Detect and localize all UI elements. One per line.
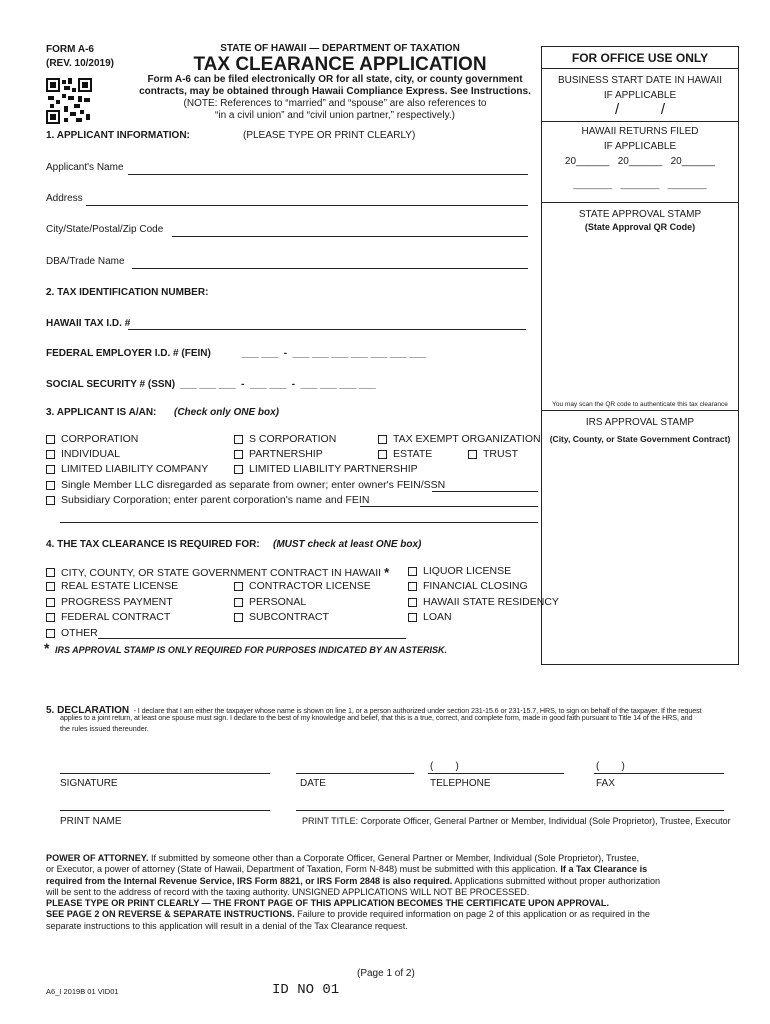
parent-corp-field-2[interactable] xyxy=(60,522,538,523)
revision-date: (REV. 10/2019) xyxy=(46,58,115,69)
checkbox-llp[interactable]: LIMITED LIABILITY PARTNERSHIP xyxy=(234,463,418,475)
fein-field[interactable]: ___ ___ - ___ ___ ___ ___ ___ ___ ___ xyxy=(242,348,427,359)
checkbox-individual[interactable]: INDIVIDUAL xyxy=(46,448,120,460)
state-stamp-label: STATE APPROVAL STAMP xyxy=(578,209,702,220)
parent-corp-field[interactable] xyxy=(360,506,538,507)
applicant-name-field[interactable] xyxy=(128,174,528,175)
form-title: TAX CLEARANCE APPLICATION xyxy=(193,54,487,75)
declaration-line-3: the rules issued thereunder. xyxy=(60,724,149,733)
telephone-field[interactable] xyxy=(428,773,564,774)
checkbox-progress-payment[interactable]: PROGRESS PAYMENT xyxy=(46,596,173,608)
section2-heading: 2. TAX IDENTIFICATION NUMBER: xyxy=(46,287,209,298)
checkbox-contractor-license[interactable]: CONTRACTOR LICENSE xyxy=(234,580,371,592)
id-number: ID NO 01 xyxy=(272,982,340,998)
checkbox-loan[interactable]: LOAN xyxy=(408,611,452,623)
checkbox-trust[interactable]: TRUST xyxy=(468,448,518,460)
dba-field[interactable] xyxy=(132,268,528,269)
returns-filed-sublabel: IF APPLICABLE xyxy=(603,141,677,152)
checkbox-llc[interactable]: LIMITED LIABILITY COMPANY xyxy=(46,463,208,475)
checkbox-partnership[interactable]: PARTNERSHIP xyxy=(234,448,323,460)
checkbox-state-residency[interactable]: HAWAII STATE RESIDENCY xyxy=(408,596,559,608)
checkbox-real-estate-license[interactable]: REAL ESTATE LICENSE xyxy=(46,580,178,592)
section3-instruction: (Check only ONE box) xyxy=(174,407,280,418)
irs-stamp-label: IRS APPROVAL STAMP xyxy=(585,417,695,428)
qr-scan-note: You may scan the QR code to authenticate this tax clearance xyxy=(542,401,738,411)
checkbox-personal[interactable]: PERSONAL xyxy=(234,596,306,608)
checkbox-subcontract[interactable]: SUBCONTRACT xyxy=(234,611,329,623)
note-line-2: “in a civil union” and “civil union partner,” respectively.) xyxy=(215,110,455,121)
power-of-attorney: POWER OF ATTORNEY. If submitted by someone other than a Corporate Officer, General Partner or Member, Individual (Sole Proprietor), Trustee, or Executor, a power of attorney (State of Hawaii, Department of Taxation, Form N-848) must be submitted with this application. If a Tax Clearance is required from the Internal Revenue Service, IRS Form 8821, or IRS Form 2848 is also required. Applications submitted without proper authorization will be sent to the address of record with the taxing authority. UNSIGNED APPLICATIONS WILL NOT BE PROCESSED. PLEASE TYPE OR PRINT CLEARLY — THE FRONT PAGE OF THIS APPLICATION BECOMES THE CERTIFICATE UPON APPROVAL. SEE PAGE 2 ON REVERSE & SEPARATE INSTRUCTIONS. Failure to provide required information on page 2 of this application or as required in the separate instructions to this application will result in a denial of the Tax Clearance request. xyxy=(46,853,661,931)
checkbox-corporation[interactable]: CORPORATION xyxy=(46,433,138,445)
fax-area-code: ( ) xyxy=(596,761,625,772)
city-state-zip-label: City/State/Postal/Zip Code xyxy=(46,224,164,235)
start-date-label: BUSINESS START DATE IN HAWAII xyxy=(557,75,723,86)
checkbox-liquor-license[interactable]: LIQUOR LICENSE xyxy=(408,565,511,577)
fein-label: FEDERAL EMPLOYER I.D. # (FEIN) xyxy=(46,348,211,359)
intro-line-2: contracts, may be obtained through Hawaii Compliance Express. See Instructions. xyxy=(139,86,531,97)
telephone-area-code: ( ) xyxy=(430,761,459,772)
section1-heading: 1. APPLICANT INFORMATION: xyxy=(46,130,190,141)
signature-field[interactable] xyxy=(60,773,270,774)
print-name-label: PRINT NAME xyxy=(60,816,122,827)
office-use-box xyxy=(541,46,739,665)
footnote-asterisk: * xyxy=(44,640,50,656)
section4-heading: 4. THE TAX CLEARANCE IS REQUIRED FOR: xyxy=(46,539,260,550)
checkbox-subsidiary[interactable]: Subsidiary Corporation; enter parent corporation's name and FEIN xyxy=(46,494,369,506)
date-field[interactable] xyxy=(296,773,414,774)
irs-stamp-sublabel: (City, County, or State Government Contract) xyxy=(549,434,731,444)
state-stamp-sublabel: (State Approval QR Code) xyxy=(584,222,696,232)
qr-code-icon xyxy=(46,78,92,124)
dba-label: DBA/Trade Name xyxy=(46,256,125,267)
section4-instruction: (MUST check at least ONE box) xyxy=(273,539,422,550)
checkbox-s-corporation[interactable]: S CORPORATION xyxy=(234,433,336,445)
date-label: DATE xyxy=(300,778,326,789)
checkbox-single-member-llc[interactable]: Single Member LLC disregarded as separate from owner; enter owner's FEIN/SSN xyxy=(46,479,445,491)
declaration-line-2: applies to a joint return, at least one spouse must sign. I declare to the best of my knowledge and belief, that this is a true, correct, and complete form, made in good faith pursuant to Title 14 of the HRS, and xyxy=(60,713,693,722)
intro-line-1: Form A-6 can be filed electronically OR for all state, city, or county government xyxy=(147,74,523,85)
start-date-sublabel: IF APPLICABLE xyxy=(603,90,677,101)
hawaii-tax-id-label: HAWAII TAX I.D. # xyxy=(46,318,131,329)
address-field[interactable] xyxy=(86,205,528,206)
hawaii-tax-id-field[interactable] xyxy=(128,329,526,330)
office-use-title: FOR OFFICE USE ONLY xyxy=(542,47,738,69)
checkbox-other[interactable]: OTHER xyxy=(46,627,98,639)
other-field[interactable] xyxy=(98,638,406,639)
returns-blanks: _______ _______ _______ xyxy=(573,179,707,190)
declaration-line-1: 5. DECLARATION - I declare that I am either the taxpayer whose name is shown on line 1, or a person authorized under section 231-15.6 or 231-15.7, HRS, to sign on behalf of the taxpayer. If the request xyxy=(46,705,702,716)
agency-name: STATE OF HAWAII — DEPARTMENT OF TAXATION xyxy=(220,43,460,54)
returns-years: 20______ 20______ 20______ xyxy=(564,156,716,167)
print-name-field[interactable] xyxy=(60,810,270,811)
owner-fein-field[interactable] xyxy=(432,491,538,492)
checkbox-federal-contract[interactable]: FEDERAL CONTRACT xyxy=(46,611,170,623)
checkbox-financial-closing[interactable]: FINANCIAL CLOSING xyxy=(408,580,528,592)
returns-filed-label: HAWAII RETURNS FILED xyxy=(581,126,699,137)
section3-heading: 3. APPLICANT IS A/AN: xyxy=(46,407,157,418)
print-title-field[interactable] xyxy=(296,810,724,811)
form-code: A6_I 2019B 01 VID01 xyxy=(46,987,119,996)
checkbox-govt-contract[interactable]: CITY, COUNTY, OR STATE GOVERNMENT CONTRACT IN HAWAII * xyxy=(46,565,389,580)
city-state-zip-field[interactable] xyxy=(172,236,528,237)
page-number: (Page 1 of 2) xyxy=(357,968,415,979)
ssn-field[interactable]: ___ ___ ___ - ___ ___ - ___ ___ ___ ___ xyxy=(180,379,376,390)
irs-footnote: IRS APPROVAL STAMP IS ONLY REQUIRED FOR PURPOSES INDICATED BY AN ASTERISK. xyxy=(55,645,448,655)
fax-label: FAX xyxy=(596,778,615,789)
section1-instruction: (PLEASE TYPE OR PRINT CLEARLY) xyxy=(243,130,416,141)
print-title-label: PRINT TITLE: Corporate Officer, General Partner or Member, Individual (Sole Proprietor), Trustee, Executor xyxy=(302,816,731,826)
telephone-label: TELEPHONE xyxy=(430,778,491,789)
ssn-label: SOCIAL SECURITY # (SSN) xyxy=(46,379,176,390)
fax-field[interactable] xyxy=(594,773,724,774)
form-id: FORM A-6 xyxy=(46,44,94,55)
start-date-slashes: / / xyxy=(614,101,665,118)
address-label: Address xyxy=(46,193,83,204)
note-line-1: (NOTE: References to “married” and “spouse” are also references to xyxy=(183,98,487,109)
signature-label: SIGNATURE xyxy=(60,778,118,789)
applicant-name-label: Applicant's Name xyxy=(46,162,124,173)
checkbox-tax-exempt[interactable]: TAX EXEMPT ORGANIZATION xyxy=(378,433,541,445)
checkbox-estate[interactable]: ESTATE xyxy=(378,448,432,460)
